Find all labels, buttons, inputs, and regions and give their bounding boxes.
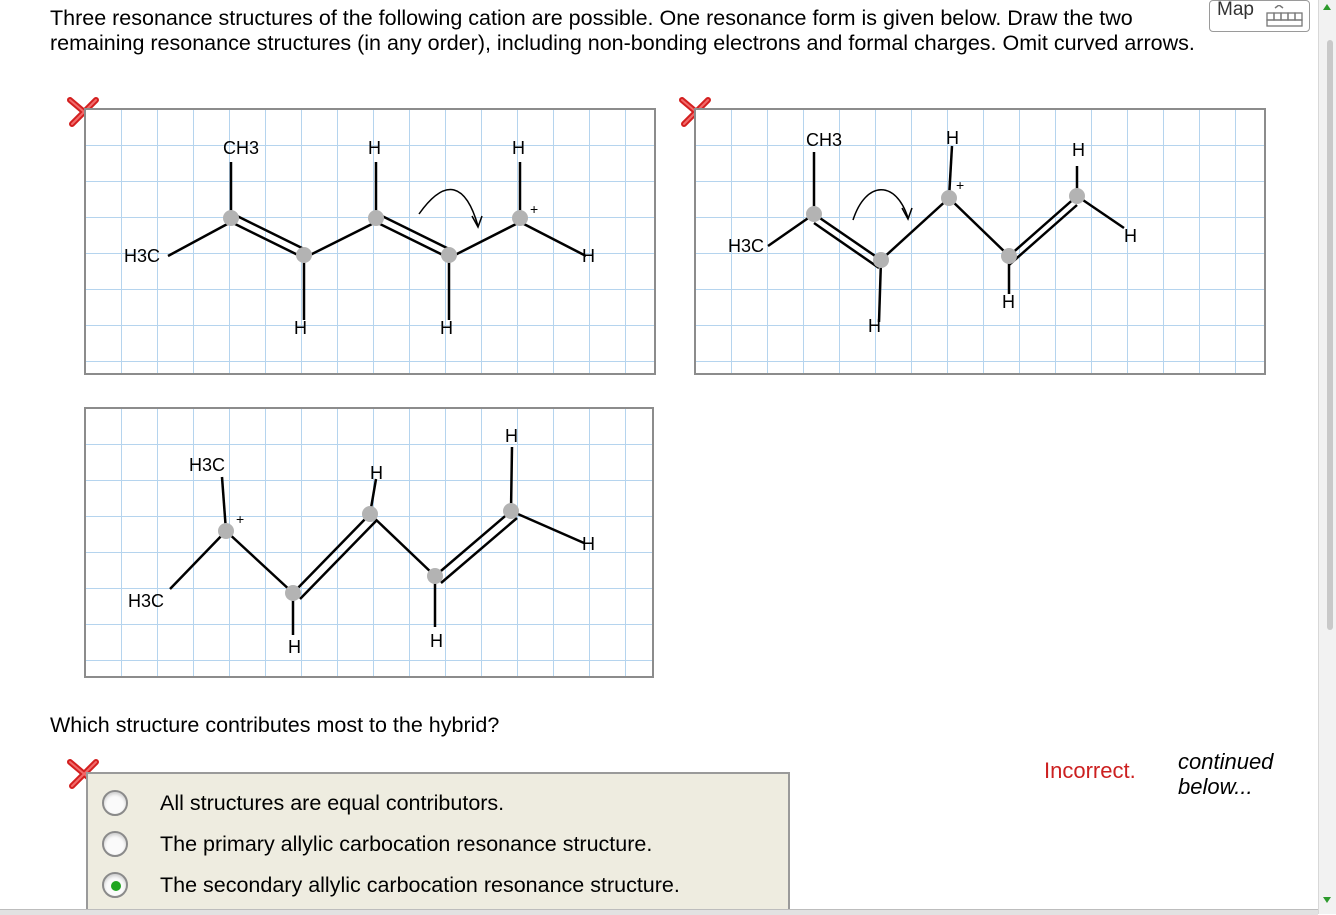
option-row[interactable] (88, 826, 788, 862)
h-label: H (582, 246, 595, 266)
feedback-status: Incorrect. (1044, 758, 1136, 783)
option-row[interactable] (88, 867, 788, 903)
option-label: All structures are equal contributors. (160, 791, 505, 815)
h-label: H (868, 316, 881, 336)
charge-label: + (530, 201, 539, 217)
structure-1-drawing (86, 110, 658, 377)
h-label: H (1072, 140, 1085, 160)
h-label: H (370, 463, 383, 483)
continued-note: continued below... (1178, 749, 1274, 799)
h3c-label: H3C (728, 236, 765, 256)
scroll-up-arrow-icon[interactable] (1320, 0, 1334, 14)
hybrid-question: Which structure contributes most to the hybrid? (50, 713, 500, 737)
h-label: H (430, 631, 443, 651)
h-label: H (1002, 292, 1015, 312)
radio-button[interactable] (102, 831, 128, 857)
charge-label: + (236, 511, 245, 527)
h-label: H (1124, 226, 1137, 246)
bottom-toolbar (0, 909, 1318, 915)
radio-selected-dot (111, 881, 121, 891)
h-label: H (440, 318, 453, 338)
option-label: The secondary allylic carbocation resonance structure. (160, 873, 680, 897)
h-label: H (294, 318, 307, 338)
map-button-label: Map (1217, 0, 1254, 20)
periodic-table-icon (1265, 5, 1305, 27)
ch3-label: CH3 (806, 130, 843, 150)
charge-label: + (956, 177, 965, 193)
drawing-canvas-2[interactable] (694, 108, 1266, 375)
h-label: H (512, 138, 525, 158)
option-label: The primary allylic carbocation resonance structure. (160, 832, 653, 856)
scroll-down-arrow-icon[interactable] (1320, 893, 1334, 907)
h3c-label: H3C (128, 591, 165, 611)
h3c-label: H3C (189, 455, 226, 475)
option-row[interactable] (88, 785, 788, 821)
structure-2-drawing (696, 110, 1268, 377)
ch3-label: CH3 (223, 138, 260, 158)
h-label: H (288, 637, 301, 657)
h-label: H (582, 534, 595, 554)
radio-button[interactable] (102, 790, 128, 816)
h-label: H (505, 426, 518, 446)
scrollbar-thumb[interactable] (1327, 40, 1333, 630)
h3c-label: H3C (124, 246, 161, 266)
radio-button-selected[interactable] (102, 872, 128, 898)
structure-3-drawing (86, 409, 656, 680)
map-button[interactable] (1209, 0, 1310, 32)
drawing-canvas-3[interactable] (84, 407, 654, 678)
question-prompt: Three resonance structures of the following cation are possible. One resonance form is given below. Draw the two remaining resonance structures (in any order), including non-bonding electrons and formal charges. Omit curved arrows. (50, 6, 1195, 55)
h-label: H (368, 138, 381, 158)
h-label: H (946, 128, 959, 148)
answer-options (86, 772, 790, 914)
drawing-canvas-1[interactable] (84, 108, 656, 375)
vertical-scrollbar[interactable] (1318, 0, 1336, 914)
